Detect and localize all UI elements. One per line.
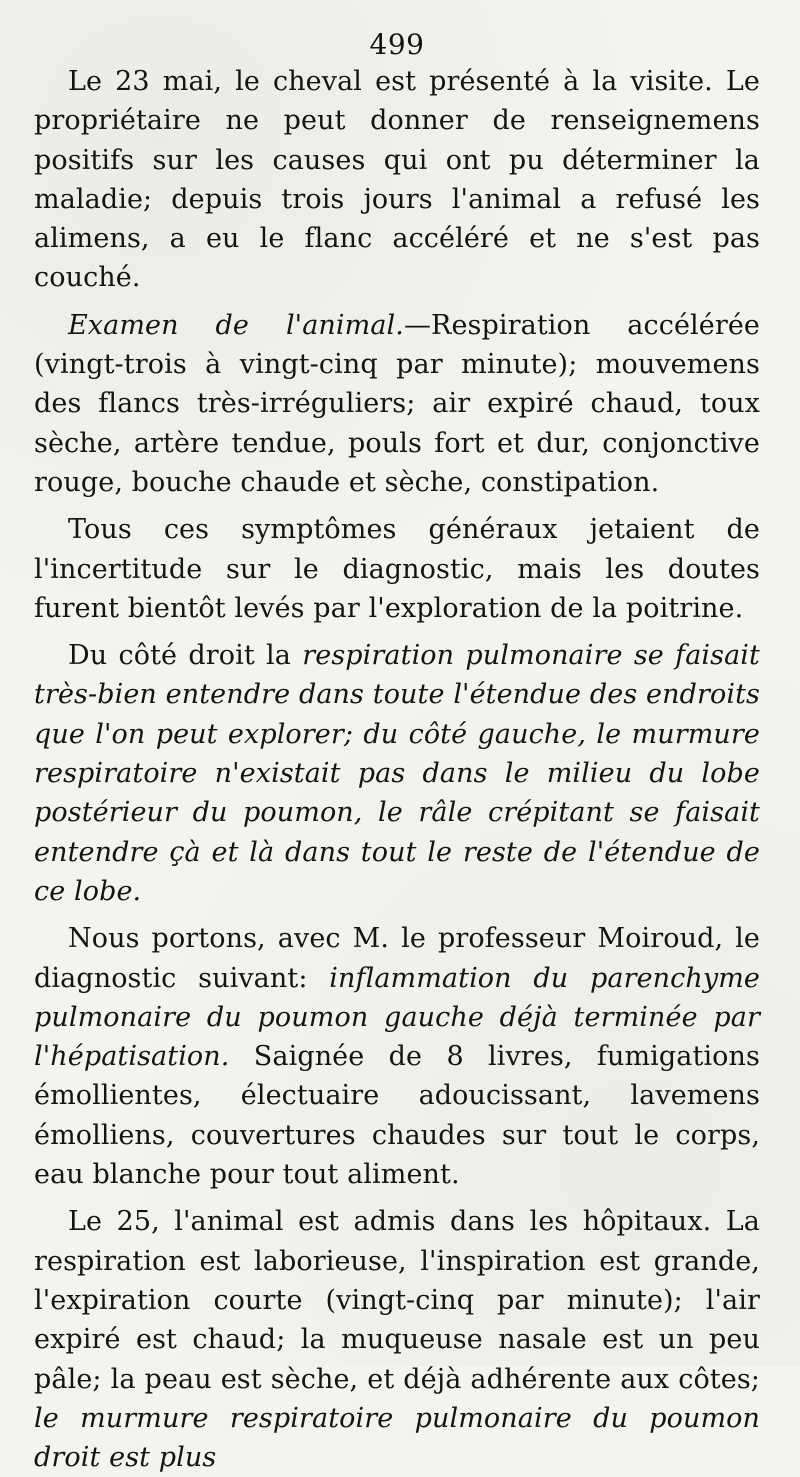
italic-text-run: le murmure respiratoire pulmonaire du poumon droit est plus bbox=[34, 1402, 760, 1474]
paragraph bbox=[34, 636, 760, 911]
page-number: 499 bbox=[369, 28, 425, 61]
paragraph bbox=[34, 306, 760, 502]
paragraph bbox=[34, 1202, 760, 1477]
paragraph bbox=[34, 62, 760, 298]
paragraph bbox=[34, 510, 760, 628]
text-run: Nous portons, avec M. le professeur Moiroud, le diagnostic suivant: bbox=[34, 923, 760, 994]
italic-text-run: Examen de l'animal. bbox=[68, 309, 404, 341]
text-run: Le 23 mai, le cheval est présenté à la visite. Le propriétaire ne peut donner de renseignemens positifs sur les causes qui ont pu déterminer la maladie; depuis trois jours l'animal a refusé les alimens, a eu le flanc accéléré et ne s'est pas couché. bbox=[34, 66, 760, 294]
italic-text-run: inflammation du parenchyme pulmonaire du poumon gauche déjà terminée par l'hépatisation. bbox=[34, 962, 761, 1073]
text-run: Tous ces symptômes généraux jetaient de l'incertitude sur le diagnostic, mais les doutes furent bientôt levés par l'exploration de la poitrine. bbox=[34, 514, 760, 624]
text-run: Saignée de 8 livres, fumigations émollientes, électuaire adoucissant, lavemens émolliens, couvertures chaudes sur tout le corps, eau blanche pour tout aliment. bbox=[34, 1041, 760, 1191]
text-run: Du côté droit la bbox=[68, 640, 303, 672]
paragraph bbox=[34, 919, 760, 1194]
page-body bbox=[34, 62, 760, 1477]
text-run: Le 25, l'animal est admis dans les hôpitaux. La respiration est laborieuse, l'inspiration est grande, l'expiration courte (vingt-cinq par minute); l'air expiré est chaud; la muqueuse nasale est un peu pâle; la peau est sèche, et déjà adhérente aux côtes; bbox=[34, 1206, 760, 1395]
italic-text-run: respiration pulmonaire se faisait très-bien entendre dans toute l'étendue des endroits que l'on peut explorer; du côté gauche, le murmure respiratoire n'existait pas dans le milieu du lobe postérieur du poumon, le râle crépitant se faisait entendre çà et là dans tout le reste de l'étendue de ce lobe. bbox=[34, 640, 760, 907]
text-run: —Respiration accélérée (vingt-trois à vingt-cinq par minute); mouvemens des flancs très-irréguliers; air expiré chaud, toux sèche, artère tendue, pouls fort et dur, conjonctive rouge, bouche chaude et sèche, constipation. bbox=[34, 309, 761, 498]
